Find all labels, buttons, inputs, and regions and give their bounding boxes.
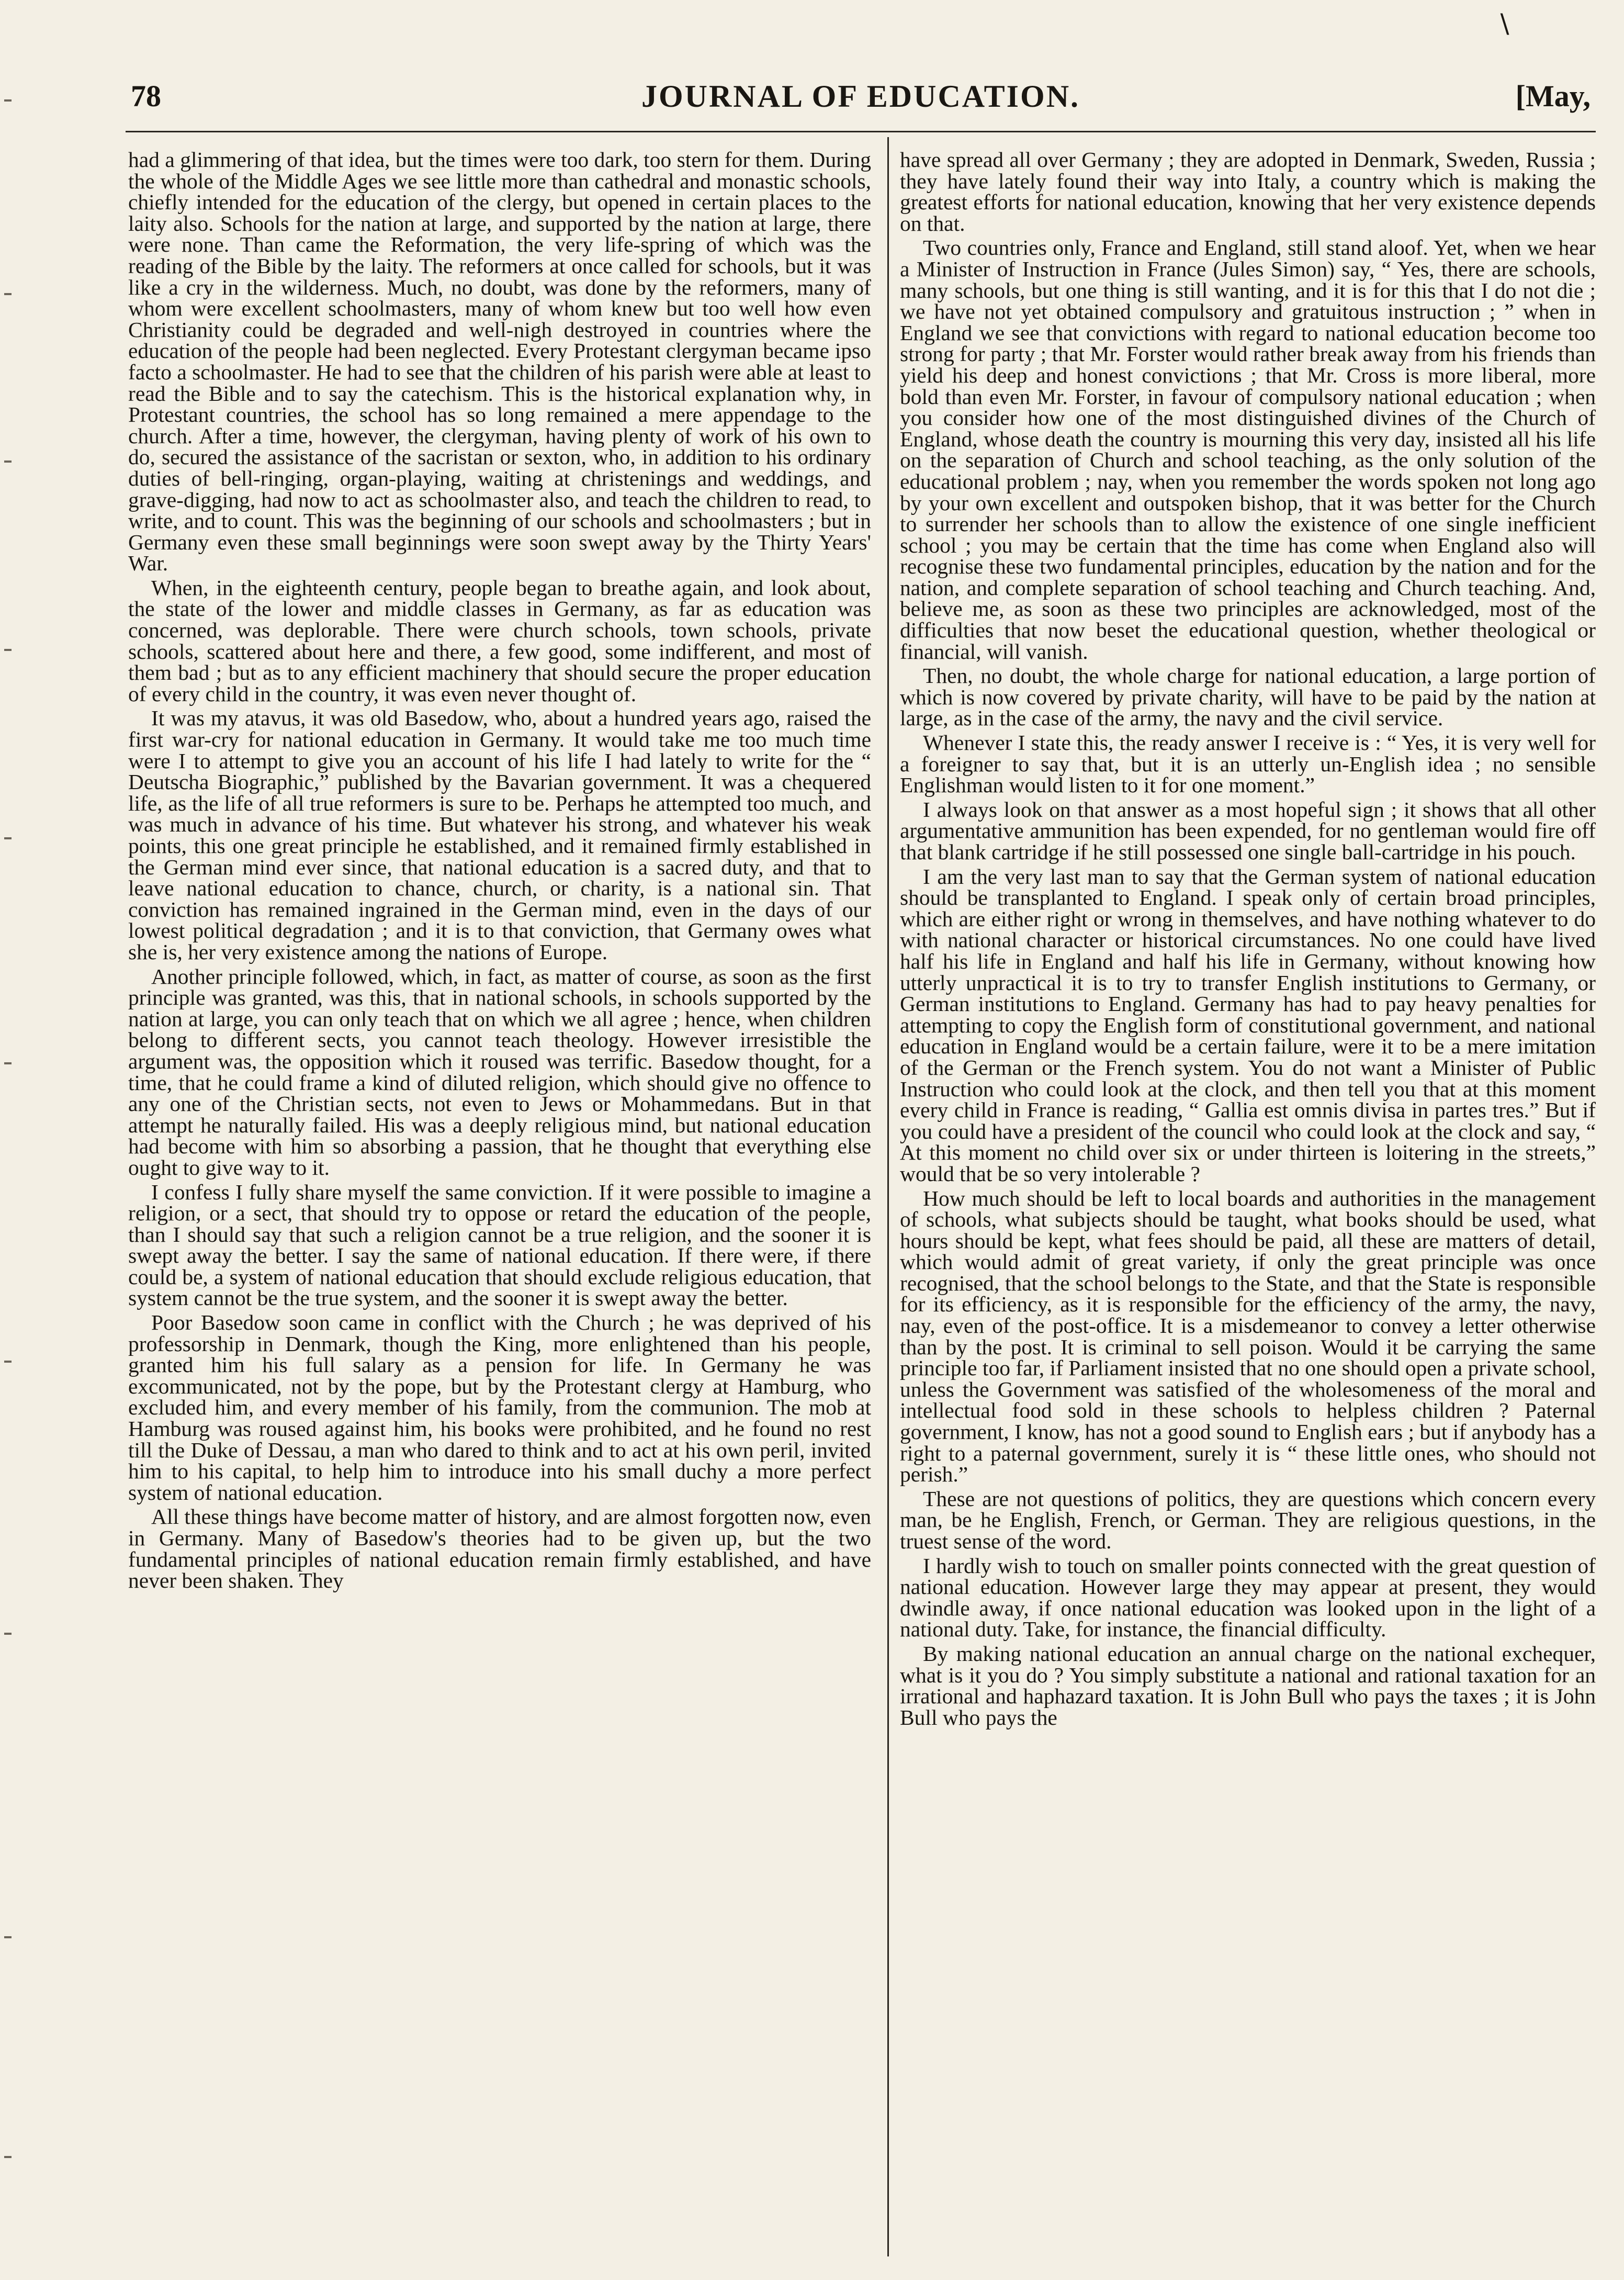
paragraph: have spread all over Germany ; they are adopted in Denmark, Sweden, Russia ; they have lately found their way into Italy, a country which is making the greatest efforts for national education, knowing that her very existence depends on that. — [900, 149, 1596, 235]
paragraph: How much should be left to local boards and authorities in the management of schools, what subjects should be taught, what books should be used, what hours should be kept, what fees should be paid, all these are matters of detail, which would admit of great variety, if only the great principle was once recognised, that the school belongs to the State, and that the State is responsible for its efficiency, as it is responsible for the efficiency of the army, the navy, nay, even of the post-office. It is a misdemeanor to convey a letter otherwise than by the post. It is criminal to sell poison. Would it be carrying the same principle too far, if Parliament insisted that no one should open a private school, unless the Government was satisfied of the wholesomeness of the moral and intellectual food sold in these schools to helpless children ? Paternal government, I know, has not a good sound to English ears ; but if anybody has a right to a paternal government, surely it is “ these little ones, who should not perish.” — [900, 1186, 1596, 1487]
paragraph: I confess I fully share myself the same conviction. If it were possible to imagine a religion, or a sect, that should try to oppose or retard the education of the people, than I should say that such a religion cannot be a true religion, and the sooner it is swept away the better. I say the same of national education. If there were, if there could be, a system of national education that should exclude religious education, that system cannot be the true system, and the sooner it is swept away the better. — [128, 1180, 871, 1310]
scan-edge — [0, 0, 21, 2280]
page-number: 78 — [131, 79, 161, 113]
issue-month: [May, — [1515, 79, 1591, 113]
paragraph: I am the very last man to say that the German system of national education should be transplanted to England. I speak only of certain broad principles, which are either right or wrong in themselves, and have nothing whatever to do with national character or historical circumstances. No one could have lived half his life in England and half his life in Germany, without knowing how utterly unpractical it is to try to transfer English institutions to Germany, or German institutions to England. Germany has had to pay heavy penalties for attempting to copy the English form of constitutional government, and national education in England would be a certain failure, were it to be a mere imitation of the German or the French system. You do not want a Minister of Public Instruction who could look at the clock, and then tell you that at this moment every child in France is reading, “ Gallia est omnis divisa in partes tres.” But if you could have a president of the council who could look at the clock and say, “ At this moment no child over six or under thirteen is loitering in the streets,” would that be so very intolerable ? — [900, 864, 1596, 1186]
paragraph: By making national education an annual charge on the national exchequer, what is it you do ? You simply substitute a national and rational taxation for an irrational and haphazard taxation. It is John Bull who pays the taxes ; it is John Bull who pays the — [900, 1641, 1596, 1729]
paragraph: Two countries only, France and England, still stand aloof. Yet, when we hear a Minister of Instruction in France (Jules Simon) say, “ Yes, there are schools, many schools, but one thing is still wanting, and it is for this that I do not die ; we have not yet obtained compulsory and gratuitous instruction ; ” when in England we see that convictions with regard to national education become too strong for party ; that Mr. Forster would rather break away from his friends than yield his deep and honest convictions ; that Mr. Cross is more liberal, more bold than even Mr. Forster, in favour of compulsory national education ; when you consider how one of the most distinguished divines of the Church of England, whose death the country is mourning this very day, insisted all his life on the separation of Church and school teaching, as the only solution of the educational problem ; nay, when you remember the words spoken not long ago by your own excellent and outspoken bishop, that it was better for the Church to surrender her schools than to allow the existence of one single inefficient school ; you may be certain that the time has come when England also will recognise these two fundamental principles, education by the nation and for the nation, and complete separation of school teaching and Church teaching. And, believe me, as soon as these two principles are acknowledged, most of the difficulties that now beset the educational question, whether theological or financial, will vanish. — [900, 235, 1596, 664]
right-column — [900, 149, 1596, 2263]
paragraph: It was my atavus, it was old Basedow, who, about a hundred years ago, raised the first war-cry for national education in Germany. It would take me too much time were I to attempt to give you an account of his life I had lately to write for the “ Deutscha Biographic,” published by the Bavarian government. It was a chequered life, as the life of all true reformers is sure to be. Perhaps he attempted too much, and was much in advance of his time. But whatever his strong, and whatever his weak points, this one great principle he established, and it remained firmly established in the German mind ever since, that national education is a sacred duty, and that to leave national education to chance, church, or charity, is a national sin. That conviction has remained ingrained in the German mind, even in the days of our lowest political degradation ; and it is to that conviction, that Germany owes what she is, her very existence among the nations of Europe. — [128, 706, 871, 964]
left-column — [128, 149, 871, 2263]
paragraph: I hardly wish to touch on smaller points connected with the great question of national education. However large they may appear at present, they would dwindle away, if once national education was looked upon in the light of a national duty. Take, for instance, the financial difficulty. — [900, 1553, 1596, 1642]
paragraph: Another principle followed, which, in fact, as matter of course, as soon as the first principle was granted, was this, that in national schools, in schools supported by the nation at large, you can only teach that on which we all agree ; hence, when children belong to different sects, you cannot teach theology. However irresistible the argument was, the opposition which it roused was terrific. Basedow thought, for a time, that he could frame a kind of diluted religion, which should give no offence to any one of the Christian sects, not even to Jews or Mohammedans. But in that attempt he naturally failed. His was a deeply religious mind, but national education had become with him so absorbing a passion, that he thought that everything else ought to give way to it. — [128, 964, 871, 1180]
paragraph: These are not questions of politics, they are questions which concern every man, be he English, French, or German. They are religious questions, in the truest sense of the word. — [900, 1486, 1596, 1553]
ink-mark: ∖ — [1495, 10, 1512, 39]
paragraph: Poor Basedow soon came in conflict with the Church ; he was deprived of his professorship in Denmark, though the King, more enlightened than his people, granted him his full salary as a pension for life. In Germany he was excommunicated, not by the pope, but by the Protestant clergy at Hamburg, who excluded him, and every member of his family, from the communion. The mob at Hamburg was roused against him, his books were prohibited, and he found no rest till the Duke of Dessau, a man who dared to think and to act at his own peril, invited him to his capital, to help him to introduce into his small duchy a more perfect system of national education. — [128, 1310, 871, 1504]
paragraph: had a glimmering of that idea, but the times were too dark, too stern for them. During the whole of the Middle Ages we see little more than cathedral and monastic schools, chiefly intended for the education of the clergy, but opened in certain places to the laity also. Schools for the nation at large, and supported by the nation at large, there were none. Than came the Reformation, the very life-spring of which was the reading of the Bible by the laity. The reformers at once called for schools, but it was like a cry in the wilderness. Much, no doubt, was done by the reformers, many of whom were excellent schoolmasters, many of whom knew but too well how even Christianity could be degraded and well-nigh destroyed in countries where the education of the people had been neglected. Every Protestant clergyman became ipso facto a schoolmaster. He had to see that the children of his parish were able at least to read the Bible and to say the catechism. This is the historical explanation why, in Protestant countries, the school has so long remained a mere appendage to the church. After a time, however, the clergyman, having plenty of work of his own to do, secured the assistance of the sacristan or sexton, who, in addition to his ordinary duties of bell-ringing, organ-playing, waiting at christenings and weddings, and grave-digging, had now to act as schoolmaster also, and teach the children to read, to write, and to count. This was the beginning of our schools and schoolmasters ; but in Germany even these small beginnings were soon swept away by the Thirty Years' War. — [128, 149, 871, 576]
paragraph: When, in the eighteenth century, people began to breathe again, and look about, the state of the lower and middle classes in Germany, as far as education was concerned, was deplorable. There were church schools, town schools, private schools, scattered about here and there, a few good, some indifferent, and most of them bad ; but as to any efficient machinery that should secure the proper education of every child in the country, it was even never thought of. — [128, 575, 871, 706]
paragraph: All these things have become matter of history, and are almost forgotten now, even in Germany. Many of Basedow's theories had to be given up, but the two fundamental principles of national education remain firmly established, and have never been shaken. They — [128, 1504, 871, 1593]
paragraph: Whenever I state this, the ready answer I receive is : “ Yes, it is very well for a foreigner to say that, but it is an utterly un-English idea ; no sensible Englishman would listen to it for one moment.” — [900, 731, 1596, 798]
column-divider — [887, 137, 889, 2256]
journal-title: JOURNAL OF EDUCATION. — [641, 79, 1080, 114]
paragraph: I always look on that answer as a most hopeful sign ; it shows that all other argumentative ammunition has been expended, for no gentleman would fire off that blank cartridge if he still possessed one single ball-cartridge in his pouch. — [900, 797, 1596, 864]
header-rule — [126, 131, 1596, 132]
paragraph: Then, no doubt, the whole charge for national education, a large portion of which is now covered by private charity, will have to be paid by the nation at large, as in the case of the army, the navy and the civil service. — [900, 664, 1596, 731]
page-header — [131, 78, 1591, 120]
